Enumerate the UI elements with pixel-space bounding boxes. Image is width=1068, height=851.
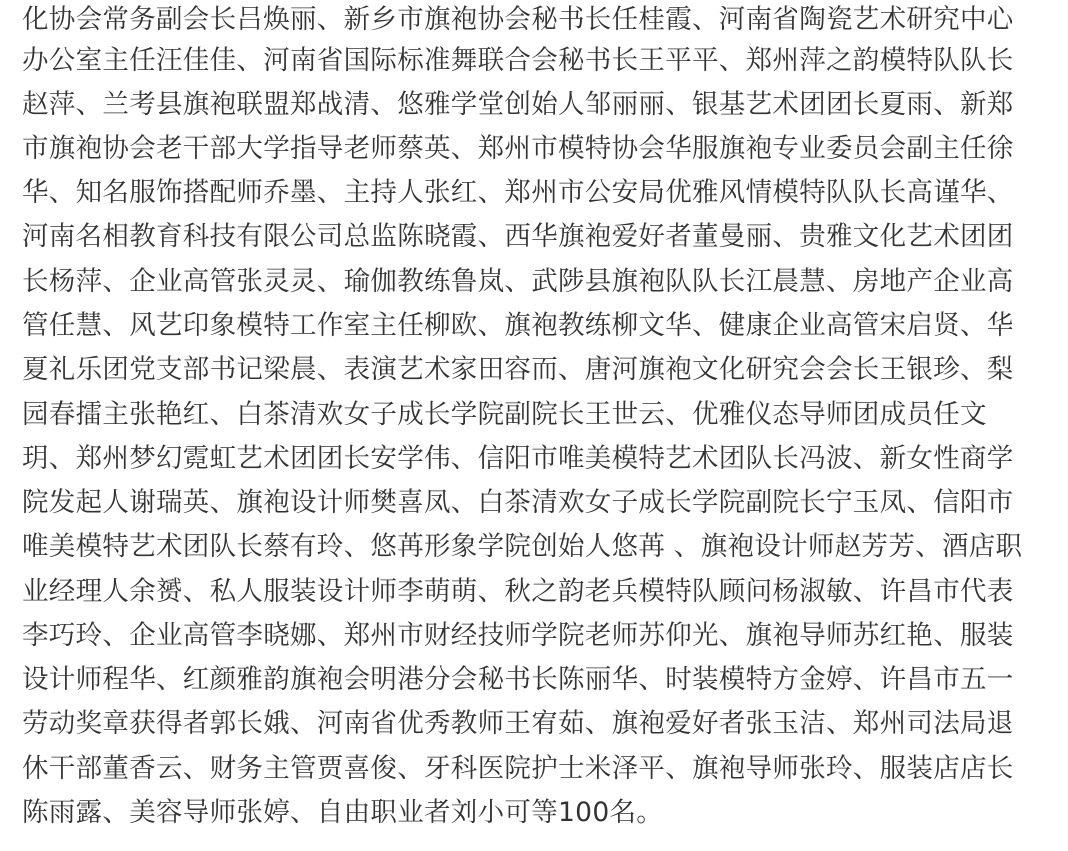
paragraph-line: 设计师程华、红颜雅韵旗袍会明港分会秘书长陈丽华、时装模特方金婷、许昌市五一	[22, 664, 1014, 695]
paragraph-line: 办公室主任汪佳佳、河南省国际标准舞联合会秘书长王平平、郑州萍之韵模特队队长	[22, 45, 1014, 76]
paragraph-line: 河南名相教育科技有限公司总监陈晓霞、西华旗袍爱好者董曼丽、贵雅文化艺术团团	[22, 221, 1014, 252]
paragraph-line: 华、知名服饰搭配师乔墨、主持人张红、郑州市公安局优雅风情模特队队长高谨华、	[22, 177, 1014, 208]
paragraph-line: 化协会常务副会长吕焕丽、新乡市旗袍协会秘书长任桂霞、河南省陶瓷艺术研究中心	[22, 4, 1014, 35]
paragraph-line: 管任慧、风艺印象模特工作室主任柳欧、旗袍教练柳文华、健康企业高管宋启贤、华	[22, 310, 1014, 341]
paragraph-line: 休干部董香云、财务主管贾喜俊、牙科医院护士米泽平、旗袍导师张玲、服装店店长	[22, 753, 1014, 784]
paragraph-line: 市旗袍协会老干部大学指导老师蔡英、郑州市模特协会华服旗袍专业委员会副主任徐	[22, 133, 1014, 164]
paragraph-line: 唯美模特艺术团队长蔡有玲、悠苒形象学院创始人悠苒 、旗袍设计师赵芳芳、酒店职	[22, 531, 1023, 562]
paragraph-line: 玥、郑州梦幻霓虹艺术团团长安学伟、信阳市唯美模特艺术团队长冯波、新女性商学	[22, 443, 1014, 474]
paragraph-line: 园春擂主张艳红、白茶清欢女子成长学院副院长王世云、优雅仪态导师团成员任文	[22, 399, 987, 430]
paragraph-line: 长杨萍、企业高管张灵灵、瑜伽教练鲁岚、武陟县旗袍队队长江晨慧、房地产企业高	[22, 266, 1014, 297]
paragraph-line: 劳动奖章获得者郭长娥、河南省优秀教师王宥茹、旗袍爱好者张玉洁、郑州司法局退	[22, 708, 1014, 739]
paragraph-line: 陈雨露、美容导师张婷、自由职业者刘小可等100名。	[22, 797, 664, 828]
paragraph-line: 院发起人谢瑞英、旗袍设计师樊喜凤、白茶清欢女子成长学院副院长宁玉凤、信阳市	[22, 487, 1014, 518]
paragraph-line: 夏礼乐团党支部书记梁晨、表演艺术家田容而、唐河旗袍文化研究会会长王银珍、梨	[22, 354, 1014, 385]
paragraph-line: 李巧玲、企业高管李晓娜、郑州市财经技师学院老师苏仰光、旗袍导师苏红艳、服装	[22, 620, 1014, 651]
paragraph-line: 业经理人余赟、私人服装设计师李萌萌、秋之韵老兵模特队顾问杨淑敏、许昌市代表	[22, 576, 1014, 607]
paragraph-line: 赵萍、兰考县旗袍联盟郑战清、悠雅学堂创始人邹丽丽、银基艺术团团长夏雨、新郑	[22, 89, 1014, 120]
